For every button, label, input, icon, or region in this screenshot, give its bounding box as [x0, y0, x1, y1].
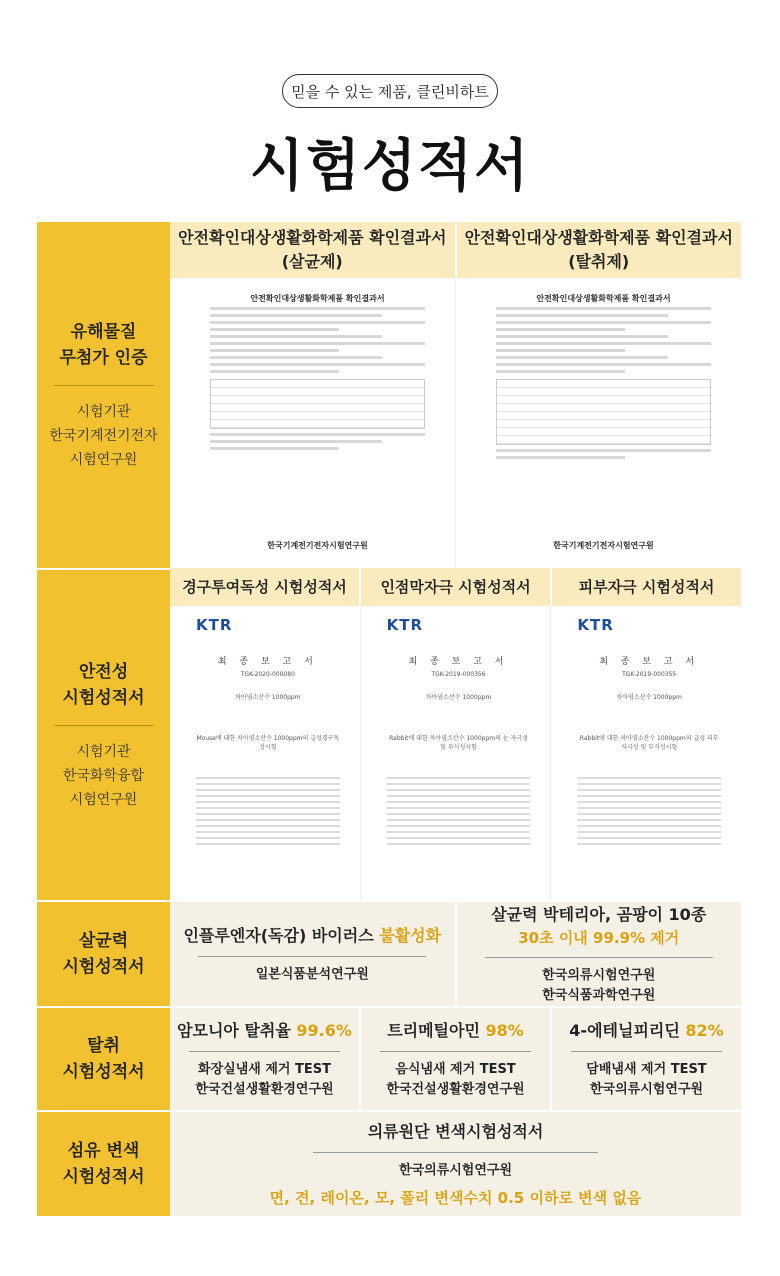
result-highlight: 면, 견, 레이온, 모, 폴리 변색수치 0.5 이하로 변색 없음 — [269, 1188, 642, 1207]
side-label-hazard-free — [37, 222, 170, 568]
paper-title: 안전확인대상생활화학제품 확인결과서 — [250, 294, 385, 303]
result-title-highlight: 98% — [485, 1020, 524, 1040]
result-title-highlight: 82% — [685, 1020, 724, 1040]
report-code: TGK-2020-000080 — [240, 671, 295, 678]
result-title-text: 트리메틸아민 — [387, 1020, 486, 1040]
paper-footer: 한국기계전기전자시험연구원 — [553, 541, 654, 550]
certificate-paper — [210, 288, 425, 560]
section1-content — [170, 222, 741, 568]
result-test-name: 화장실냄새 제거 TEST — [198, 1061, 331, 1077]
doc-head-line-1: 안전확인대상생활화학제품 확인결과서 — [464, 228, 733, 247]
side-title-line-1: 유해물질 — [70, 321, 137, 342]
result-trimethylamine — [359, 1008, 550, 1110]
result-title — [183, 924, 441, 948]
report-paper — [577, 616, 721, 892]
result-title — [387, 1019, 524, 1043]
ktr-logo: KTR — [386, 616, 424, 634]
result-institute-1: 한국의류시험연구원 — [542, 967, 656, 983]
side-label-sterilization — [37, 900, 170, 1006]
report-image-skin-irritation — [550, 606, 741, 900]
side-sub-line-2: 한국화학융합 — [62, 767, 145, 784]
section2-content — [170, 568, 741, 900]
result-fabric-discoloration — [170, 1112, 741, 1216]
report-subject: 차아염소산수 1000ppm — [235, 694, 301, 701]
ktr-logo: KTR — [196, 616, 233, 634]
sterilization-results — [170, 900, 741, 1006]
doc-head-row — [170, 568, 741, 606]
ktr-logo: KTR — [577, 616, 614, 634]
doc-head-line-2: (탈취제) — [568, 252, 630, 271]
side-title-line-2: 시험성적서 — [62, 1062, 145, 1082]
result-institute: 한국건설생활환경연구원 — [195, 1081, 334, 1097]
report-code: TGK-2019-000356 — [431, 671, 486, 678]
report-description: Mouse에 대한 차아염소산수 1000ppm의 급성경구독성시험 — [196, 735, 340, 751]
report-title: 최 종 보 고 서 — [408, 657, 509, 667]
doc-head-oral-toxicity: 경구투여독성 시험성적서 — [170, 568, 359, 606]
result-institute-2: 한국식품과학연구원 — [542, 987, 656, 1003]
result-bacteria-fungi — [455, 902, 742, 1006]
section-fiber-discoloration — [37, 1110, 741, 1216]
docs-row — [170, 278, 741, 568]
docs-row — [170, 606, 741, 900]
side-title-line-1: 살균력 — [78, 931, 129, 951]
paper-title: 안전확인대상생활화학제품 확인결과서 — [536, 294, 671, 303]
certificate-image-disinfectant — [170, 278, 455, 568]
result-title-text: 4-에테닐피리딘 — [569, 1020, 686, 1040]
section-deodorization — [37, 1006, 741, 1110]
result-title-highlight: 99.6% — [296, 1020, 352, 1040]
report-title: 최 종 보 고 서 — [599, 657, 700, 667]
fiber-discoloration-results — [170, 1110, 741, 1216]
report-image-oral-toxicity — [170, 606, 360, 900]
result-divider — [380, 1051, 531, 1052]
paper-table — [496, 379, 711, 445]
side-label-safety — [37, 568, 170, 900]
result-ethenylpyridine — [550, 1008, 741, 1110]
side-sub-line-3: 시험연구원 — [69, 451, 138, 468]
side-title-line-2: 시험성적서 — [62, 687, 145, 708]
result-divider — [571, 1051, 722, 1052]
paper-table — [210, 379, 425, 429]
side-label-deodorization — [37, 1006, 170, 1110]
certificate-paper — [496, 288, 711, 560]
deodorization-results — [170, 1006, 741, 1110]
section-safety — [37, 568, 741, 900]
result-title — [177, 1019, 352, 1043]
result-divider — [198, 956, 426, 957]
side-sub-line-1: 시험기관 — [76, 743, 131, 760]
doc-head-skin-irritation: 피부자극 시험성적서 — [550, 568, 741, 606]
result-title-text: 인플루엔자(독감) 바이러스 — [183, 925, 380, 945]
side-sub-line-2: 한국기계전기전자 — [49, 427, 158, 444]
result-institute: 한국건설생활환경연구원 — [386, 1081, 525, 1097]
result-highlight: 30초 이내 99.9% 제거 — [518, 928, 680, 947]
report-code: TGK-2019-000355 — [622, 671, 677, 678]
side-title-line-2: 무첨가 인증 — [59, 347, 148, 368]
page-title: 시험성적서 — [249, 134, 531, 199]
side-title-line-2: 시험성적서 — [62, 957, 145, 977]
report-paper — [387, 616, 531, 892]
report-subject: 차아염소산수 1000ppm — [616, 694, 682, 701]
section-hazard-free — [37, 222, 741, 568]
section-sterilization — [37, 900, 741, 1006]
side-divider — [54, 725, 154, 726]
doc-head-disinfectant — [170, 222, 455, 278]
result-title: 의류원단 변색시험성적서 — [367, 1121, 544, 1141]
result-title: 살균력 박테리아, 곰팡이 10종 — [491, 904, 707, 924]
certificate-image-deodorizer — [455, 278, 741, 568]
side-title-line-1: 안전성 — [78, 661, 129, 682]
doc-head-line-2: (살균제) — [281, 252, 343, 271]
report-paper — [196, 616, 340, 892]
side-sub-line-3: 시험연구원 — [69, 791, 138, 808]
side-sub-line-1: 시험기관 — [76, 403, 131, 420]
doc-head-deodorizer — [455, 222, 742, 278]
side-title-line-2: 시험성적서 — [62, 1167, 145, 1187]
result-institute: 한국의류시험연구원 — [589, 1081, 704, 1097]
report-description: Rabbit에 대한 차아염소산수 1000ppm의 급성 피부 자극성 및 부식성시험 — [579, 735, 719, 751]
doc-head-line-1: 안전확인대상생활화학제품 확인결과서 — [178, 228, 447, 247]
report-title: 최 종 보 고 서 — [217, 657, 318, 667]
result-influenza — [170, 902, 455, 1006]
result-title — [569, 1019, 723, 1043]
doc-head-eye-irritation: 인점막자극 시험성적서 — [359, 568, 550, 606]
result-divider — [485, 957, 713, 958]
result-test-name: 담배냄새 제거 TEST — [586, 1061, 707, 1077]
side-label-fiber-discoloration — [37, 1110, 170, 1216]
result-institute: 일본식품분석연구원 — [255, 966, 369, 982]
tagline-pill — [282, 74, 498, 108]
result-ammonia — [170, 1008, 359, 1110]
report-description: Rabbit에 대한 차아염소산수 1000ppm의 눈 자극성 및 부식성시험 — [389, 735, 528, 751]
result-test-name: 음식냄새 제거 TEST — [395, 1061, 516, 1077]
result-title-highlight: 불활성화 — [379, 925, 442, 945]
report-image-eye-irritation — [360, 606, 551, 900]
tagline-text: 믿을 수 있는 제품, 클린비하트 — [291, 82, 489, 101]
result-divider — [189, 1051, 340, 1052]
result-divider — [313, 1152, 599, 1153]
result-institute: 한국의류시험연구원 — [398, 1162, 513, 1178]
side-title-line-1: 탈취 — [87, 1036, 120, 1056]
result-title-text: 암모니아 탈취율 — [177, 1020, 297, 1040]
side-title-line-1: 섬유 변색 — [67, 1141, 140, 1161]
side-divider — [54, 385, 154, 386]
paper-footer: 한국기계전기전자시험연구원 — [267, 541, 368, 550]
doc-head-row — [170, 222, 741, 278]
report-subject: 차아염소산수 1000ppm — [425, 694, 492, 701]
